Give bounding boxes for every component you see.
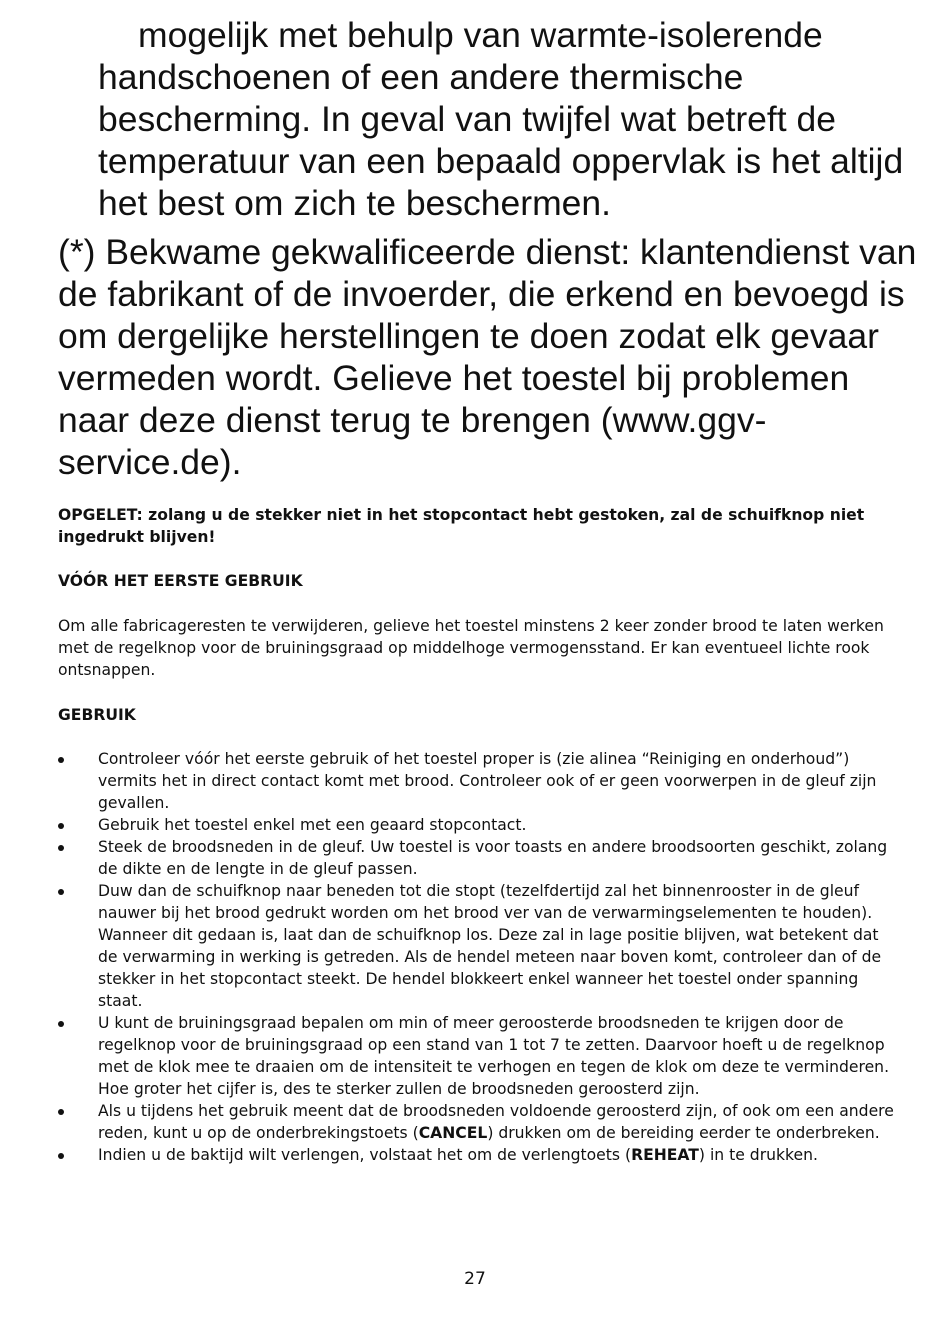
- use-heading: GEBRUIK: [58, 706, 136, 724]
- qualified-service-note: (*) Bekwame gekwalificeerde dienst: klantendienst van de fabrikant of de invoerder, die erkend en bevoegd is om dergelijke herstellingen te doen zodat elk gevaar vermeden wordt. Gelieve het toestel bij problemen naar deze dienst terug te brengen (www.ggv-service.de).: [58, 232, 917, 482]
- list-item: [58, 1100, 900, 1144]
- warning-note: OPGELET: zolang u de stekker niet in het stopcontact hebt gestoken, zal de schuifknop niet ingedrukt blijven!: [58, 506, 865, 546]
- bullet-icon: [58, 1021, 64, 1027]
- list-item-text: U kunt de bruiningsgraad bepalen om min of meer geroosterde broodsneden te krijgen door de regelknop voor de bruiningsgraad op een stand van 1 tot 7 te zetten. Daarvoor hoeft u de regelknop met de klok mee te draaien om de intensiteit te verhogen en tegen de klok om deze te verminderen. Hoe groter het cijfer is, des te sterker zullen de broodsneden geroosterd zijn.: [98, 1014, 890, 1098]
- first-use-heading: VÓÓR HET EERSTE GEBRUIK: [58, 572, 303, 590]
- reheat-key-label: REHEAT: [631, 1146, 699, 1164]
- bullet-icon: [58, 1153, 64, 1159]
- bullet-icon: [58, 845, 64, 851]
- list-item: [58, 1144, 900, 1166]
- use-instructions-list: [58, 748, 900, 1166]
- list-item-text-start: Als u tijdens het gebruik meent dat de broodsneden voldoende geroosterd zijn, of ook om een andere reden, kunt u op de onderbrekingstoets (: [98, 1102, 894, 1142]
- list-item-text-start: Indien u de baktijd wilt verlengen, volstaat het om de verlengtoets (: [98, 1146, 632, 1164]
- list-item: [58, 880, 900, 1012]
- list-item: [58, 1012, 900, 1100]
- cancel-key-label: CANCEL: [418, 1124, 488, 1142]
- list-item-text: Controleer vóór het eerste gebruik of het toestel proper is (zie alinea “Reiniging en onderhoud”) vermits het in direct contact komt met brood. Controleer ook of er geen voorwerpen in de gleuf zijn gevallen.: [98, 750, 877, 812]
- list-item-text: Duw dan de schuifknop naar beneden tot die stopt (tezelfdertijd zal het binnenrooster in de gleuf nauwer bij het brood gedrukt worden om het brood ver van de verwarmingselementen te houden). Wanneer dit gedaan is, laat dan de schuifknop los. Deze zal in lage positie blijven, wat betekent dat de verwarming in werking is getreden. Als de hendel meteen naar boven komt, controleer dan of de stekker in het stopcontact steekt. De hendel blokkeert enkel wanneer het toestel onder spanning staat.: [98, 882, 882, 1010]
- first-use-paragraph: Om alle fabricageresten te verwijderen, gelieve het toestel minstens 2 keer zonder brood te laten werken met de regelknop voor de bruiningsgraad op middelhoge vermogensstand. Er kan eventueel lichte rook ontsnappen.: [58, 617, 884, 679]
- list-item: [58, 748, 900, 814]
- bullet-icon: [58, 757, 64, 763]
- bullet-icon: [58, 889, 64, 895]
- list-item: [58, 836, 900, 880]
- list-item: [58, 814, 900, 836]
- list-item-text-end: ) drukken om de bereiding eerder te onderbreken.: [487, 1124, 880, 1142]
- bullet-icon: [58, 823, 64, 829]
- list-item-text-end: ) in te drukken.: [698, 1146, 818, 1164]
- safety-continuation-paragraph: mogelijk met behulp van warmte-isolerende handschoenen of een andere thermische bescherming. In geval van twijfel wat betreft de temperatuur van een bepaald oppervlak is het altijd het best om zich te beschermen.: [98, 15, 904, 223]
- list-item-text: Gebruik het toestel enkel met een geaard stopcontact.: [98, 816, 527, 834]
- bullet-icon: [58, 1109, 64, 1115]
- page-number: 27: [464, 1269, 486, 1289]
- list-item-text: Steek de broodsneden in de gleuf. Uw toestel is voor toasts en andere broodsoorten geschikt, zolang de dikte en de lengte in de gleuf passen.: [98, 838, 888, 878]
